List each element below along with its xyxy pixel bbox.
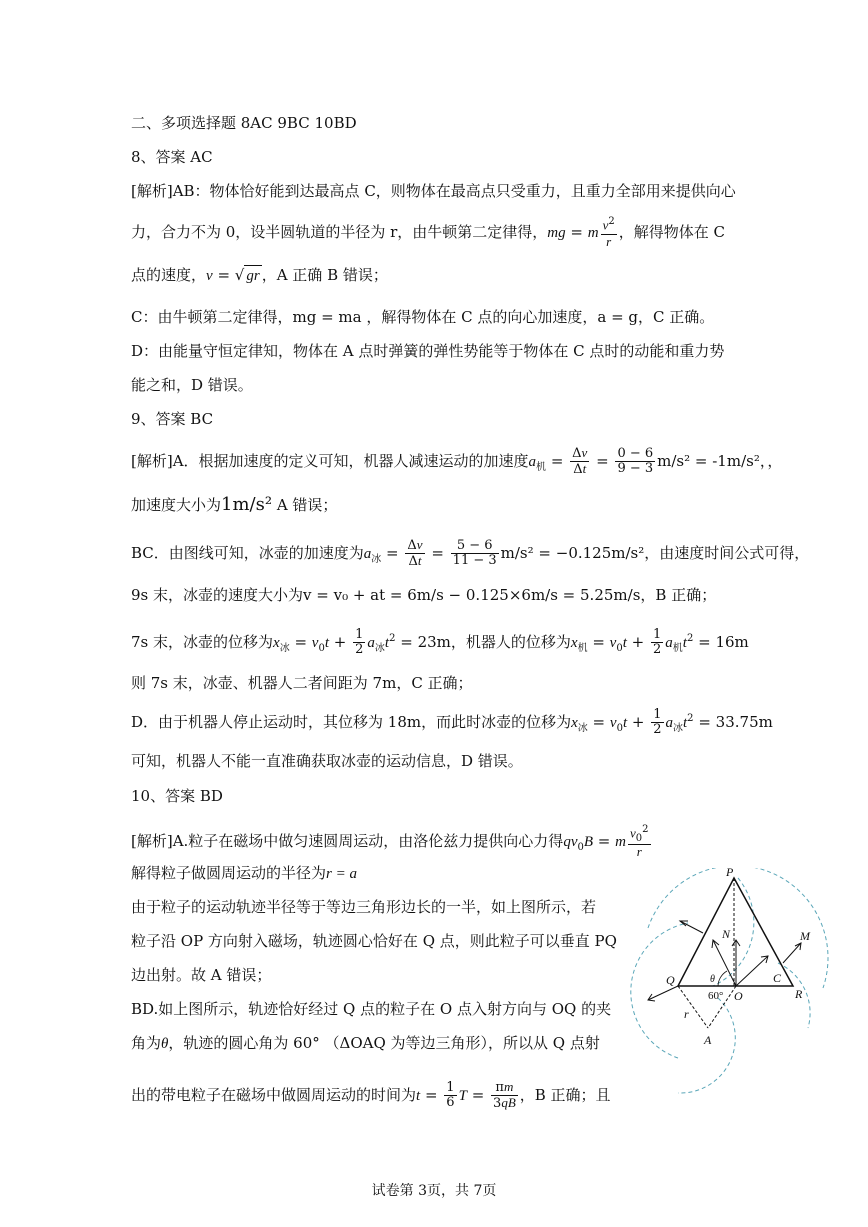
q8-answer: 8、答案 AC — [131, 148, 213, 166]
q9-line2: 加速度大小为1m/s² A 错误； — [131, 494, 338, 515]
q9-line4: 9s 末，冰壶的速度大小为v = v₀ + at = 6m/s − 0.125×6m/s = 5.25m/s，B 正确； — [131, 586, 717, 604]
formula-time: t = $\frac{1}{6}$ T = $\frac{\pi m}{3qB}$ — [416, 1079, 516, 1112]
q10-line8: 出的带电粒子在磁场中做圆周运动的时间为t = $\frac{1}{6}$ T = $\frac{\pi m}{3qB}$ ，B 正确；且 — [131, 1079, 611, 1112]
q9-line5: 7s 末，冰壶的位移为$x_冰 = v_0t$ + $\frac{1}{2}$ $a_冰t^2 = 23m$，机器人的位移为$x_机 = v_0t$ + $\frac{1}{2}$ $a_机t^2 = 16m$ — [131, 627, 749, 658]
magnetic-field-diagram — [618, 868, 840, 1098]
q9-answer: 9、答案 BC — [131, 410, 214, 428]
arrow-Q-out — [648, 986, 678, 1000]
formula-v: v = √ gr — [206, 266, 260, 284]
q10-line7: 角为θ，轨迹的圆心角为 60° （ΔOAQ 为等边三角形），所以从 Q 点射 — [131, 1034, 600, 1052]
line-QA — [678, 986, 708, 1028]
q8-line3: 点的速度，v = √ gr ，A 正确 B 错误； — [131, 266, 388, 284]
formula-lorentz: $qv_0B = m$ $\frac{v_0^2}{r}$ — [563, 824, 649, 859]
label-R: R — [795, 987, 803, 1001]
label-Q: Q — [666, 973, 675, 987]
formula-a-robot: $a_机$ = $\frac{\Delta v}{\Delta t}$ = $\frac{0 - 6}{9 - 3}$ — [528, 445, 654, 478]
q10-line3: 由于粒子的运动轨迹半径等于等边三角形边长的一半，如上图所示，若 — [131, 898, 597, 916]
section-title: 二、多项选择题 8AC 9BC 10BD — [131, 114, 357, 132]
label-r: r — [684, 1007, 689, 1021]
q10-line4: 粒子沿 OP 方向射入磁场，轨迹圆心恰好在 Q 点，则此粒子可以垂直 PQ — [131, 932, 617, 950]
q9-line1: [解析]A．根据加速度的定义可知，机器人减速运动的加速度$a_机$ = $\frac{\Delta v}{\Delta t}$ = $\frac{0 - 6}{9 - 3}$ m/s² = -1m/s²，， — [131, 445, 783, 478]
q9-line3: BC．由图线可知，冰壶的加速度为$a_冰$ = $\frac{\Delta v}{\Delta t}$ = $\frac{5 - 6}{11 - 3}$ m/s² = −0.125m/s²，由速度时间公式可得， — [131, 537, 810, 570]
q9-line7: D．由于机器人停止运动时，其位移为 18m，而此时冰壶的位移为$x_冰 = v_0t$ + $\frac{1}{2}$ $a_冰t^2 = 33.75m$ — [131, 707, 773, 738]
formula-a-ice: $a_冰$ = $\frac{\Delta v}{\Delta t}$ = $\frac{5 - 6}{11 - 3}$ — [363, 537, 497, 570]
page-footer: 试卷第 3页，共 7页 — [371, 1183, 497, 1199]
q10-line2: 解得粒子做圆周运动的半径为r = a — [131, 864, 357, 882]
arrow-O-right — [736, 956, 768, 986]
q8-line2: 力，合力不为 0，设半圆轨道的半径为 r，由牛顿第二定律得，mg = m $\frac{v^2}{r}$ ，解得物体在 C — [131, 216, 725, 249]
formula-mg: mg = m $\frac{v^2}{r}$ — [547, 216, 615, 249]
label-O: O — [734, 989, 743, 1003]
q10-line6: BD.如上图所示，轨迹恰好经过 Q 点的粒子在 O 点入射方向与 OQ 的夹 — [131, 1000, 612, 1018]
label-C: C — [773, 971, 782, 985]
label-M: M — [800, 929, 810, 943]
arrow-PQ-out — [680, 921, 703, 933]
q9-line6: 则 7s 末，冰壶、机器人二者间距为 7m，C 正确； — [131, 674, 473, 692]
formula-x-robot: $x_机 = v_0t$ + $\frac{1}{2}$ $a_机t^2$ — [570, 627, 694, 658]
q10-answer: 10、答案 BD — [131, 787, 223, 805]
formula-x-ice: $x_冰 = v_0t$ + $\frac{1}{2}$ $a_冰t^2$ — [273, 627, 396, 658]
label-A: A — [704, 1033, 712, 1047]
q9-line8: 可知，机器人不能一直准确获取冰壶的运动信息，D 错误。 — [131, 752, 523, 770]
formula-x-ice-2: $x_冰 = v_0t$ + $\frac{1}{2}$ $a_冰t^2$ — [571, 707, 694, 738]
q8-line5: D：由能量守恒定律知，物体在 A 点时弹簧的弹性势能等于物体在 C 点时的动能和重力势 — [131, 342, 725, 360]
q8-line6: 能之和，D 错误。 — [131, 376, 253, 394]
q10-line5: 边出射。故 A 错误； — [131, 966, 272, 984]
label-angle: 60° — [708, 990, 724, 1002]
trajectory-arc-left — [631, 923, 688, 1058]
label-theta: θ — [710, 974, 715, 985]
trajectory-arc-small — [713, 878, 754, 986]
label-P: P — [726, 868, 734, 879]
q10-line1: [解析]A.粒子在磁场中做匀速圆周运动，由洛伦兹力提供向心力得$qv_0B = m$ $\frac{v_0^2}{r}$ — [131, 824, 653, 860]
label-N: N — [722, 927, 731, 941]
arrow-C-out — [783, 943, 801, 963]
q8-line1: [解析]AB：物体恰好能到达最高点 C，则物体在最高点只受重力，且重力全部用来提供向心 — [131, 182, 736, 200]
q8-line4: C：由牛顿第二定律得，mg = ma ，解得物体在 C 点的向心加速度，a = g，C 正确。 — [131, 308, 715, 326]
